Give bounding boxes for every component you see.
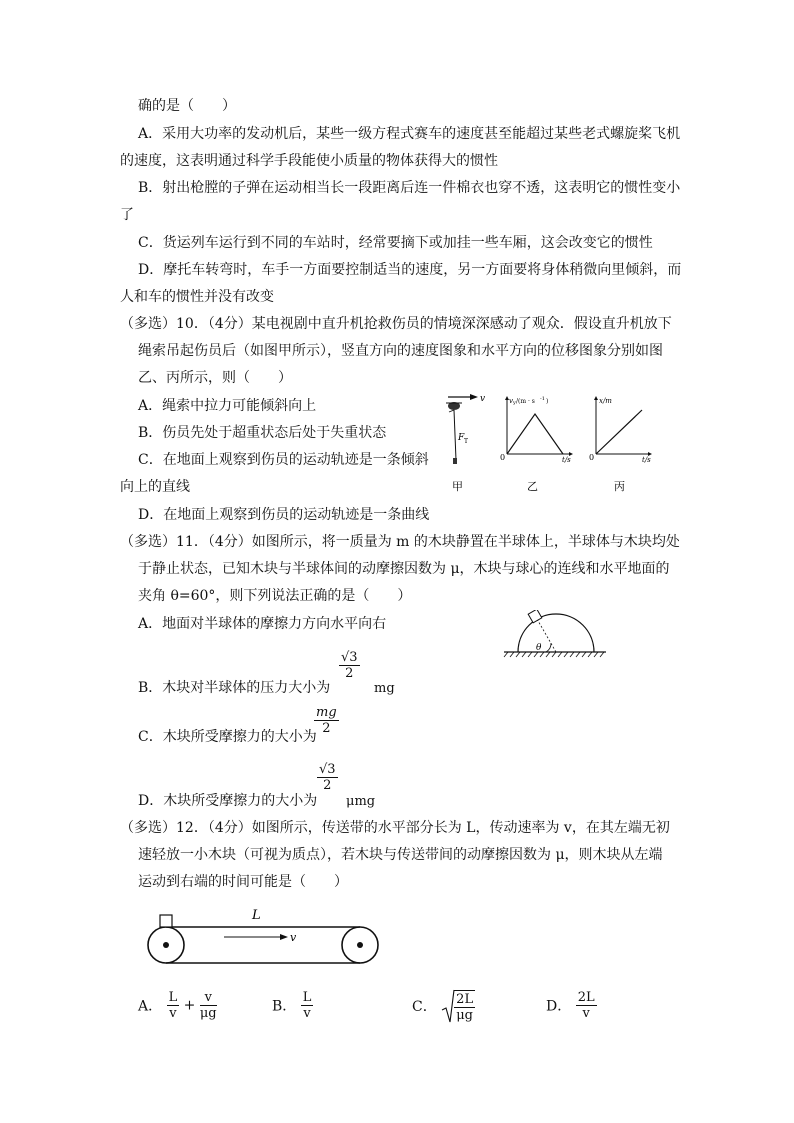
q11-option-b-suffix: mg [374, 681, 395, 696]
q11-option-c-fraction: $\frac{mg}{2}$ [316, 705, 337, 736]
q9-option-b-cont: 了 [120, 207, 134, 223]
q9-stem-end: 确的是（ ） [138, 98, 236, 114]
q10-option-d: D．在地面上观察到伤员的运动轨迹是一条曲线 [138, 507, 430, 523]
figure-bing-displacement-graph [586, 392, 666, 492]
q12-stem-line3: 运动到右端的时间可能是（ ） [138, 874, 348, 890]
svg-text:x/m: x/m [599, 397, 612, 405]
q11-option-d: D．木块所受摩擦力的大小为 [138, 793, 318, 809]
q11-stem-line1: （多选）11．（4分）如图所示，将一质量为 m 的木块静置在半球体上，半球体与木块均处 [120, 534, 680, 550]
svg-text:y: y [513, 400, 516, 406]
q9-option-a: A．采用大功率的发动机后，某些一级方程式赛车的速度甚至能超过某些老式螺旋桨飞机 [138, 126, 681, 142]
q10-stem-line3: 乙、丙所示，则（ ） [138, 370, 292, 386]
svg-text:θ: θ [536, 643, 542, 653]
q9-option-b: B．射出枪膛的子弹在运动相当长一段距离后连一件棉衣也穿不透，这表明它的惯性变小 [138, 180, 681, 196]
q11-option-b-fraction: $\frac{√3}{2}$ [341, 650, 358, 681]
q12-option-a: A． $\frac{L}{v}$ + $\frac{v}{\mu g}$ [138, 990, 217, 1021]
svg-text:0: 0 [500, 453, 506, 462]
q12-option-b: B． $\frac{L}{v}$ [272, 990, 312, 1021]
figure-jia-helicopter [440, 392, 490, 492]
svg-text:0: 0 [589, 453, 595, 462]
svg-text:v: v [509, 397, 513, 405]
q9-option-d: D．摩托车转弯时，车手一方面要控制适当的速度，另一方面要将身体稍微向里倾斜，而 [138, 262, 682, 278]
q11-option-d-fraction: $\frac{√3}{2}$ [319, 762, 336, 793]
svg-text:F: F [458, 433, 465, 443]
q12-option-c: C． $\frac{2L}{\mu g}$ [412, 988, 475, 1024]
q9-option-a-cont: 的速度，这表明通过科学手段能使小质量的物体获得大的惯性 [120, 153, 498, 169]
sqrt-radical-icon [441, 988, 455, 1024]
svg-text:T: T [464, 438, 469, 445]
svg-text:丙: 丙 [614, 480, 625, 492]
q11-option-d-suffix: μmg [346, 794, 376, 809]
q12-stem-line1: （多选）12．（4分）如图所示，传送带的水平部分长为 L，传动速率为 v，在其左端无初 [120, 820, 670, 836]
q11-option-b: B．木块对半球体的压力大小为 [138, 680, 331, 696]
svg-text:t/s: t/s [642, 456, 651, 464]
figure-hemisphere-block [500, 610, 610, 662]
svg-text:v: v [480, 394, 486, 404]
svg-text:/(m · s: /(m · s [516, 398, 535, 405]
q10-option-c-cont: 向上的直线 [120, 479, 190, 495]
figure-conveyor-belt [140, 903, 390, 978]
q10-option-c: C．在地面上观察到伤员的运动轨迹是一条倾斜 [138, 452, 429, 468]
svg-text:v: v [290, 931, 297, 944]
svg-text:L: L [252, 908, 261, 923]
figure-yi-velocity-graph [497, 392, 577, 492]
q9-option-c: C．货运列车运行到不同的车站时，经常要摘下或加挂一些车厢，这会改变它的惯性 [138, 235, 653, 251]
q9-option-d-cont: 人和车的惯性并没有改变 [120, 289, 274, 305]
q11-stem-line2: 于静止状态，已知木块与半球体间的动摩擦因数为 μ，木块与球心的连线和水平地面的 [138, 561, 670, 577]
q12-option-d: D． $\frac{2L}{v}$ [546, 990, 595, 1021]
svg-text:-1: -1 [540, 396, 545, 402]
svg-text:乙: 乙 [527, 480, 538, 492]
q10-stem-line1: （多选）10．（4分）某电视剧中直升机抢救伤员的情境深深感动了观众．假设直升机放下 [120, 316, 672, 332]
q10-stem-line2: 绳索吊起伤员后（如图甲所示），竖直方向的速度图象和水平方向的位移图象分别如图 [138, 343, 663, 359]
q10-option-b: B．伤员先处于超重状态后处于失重状态 [138, 425, 387, 441]
q11-option-a: A．地面对半球体的摩擦力方向水平向右 [138, 616, 387, 632]
q12-stem-line2: 速轻放一小木块（可视为质点），若木块与传送带间的动摩擦因数为 μ，则木块从左端 [138, 847, 663, 863]
svg-text:): ) [546, 398, 549, 405]
svg-text:t/s: t/s [562, 456, 571, 464]
q11-stem-line3: 夹角 θ=60°，则下列说法正确的是（ ） [138, 588, 412, 604]
q11-option-c: C．木块所受摩擦力的大小为 [138, 729, 317, 745]
q10-option-a: A．绳索中拉力可能倾斜向上 [138, 398, 317, 414]
svg-text:甲: 甲 [452, 480, 463, 492]
